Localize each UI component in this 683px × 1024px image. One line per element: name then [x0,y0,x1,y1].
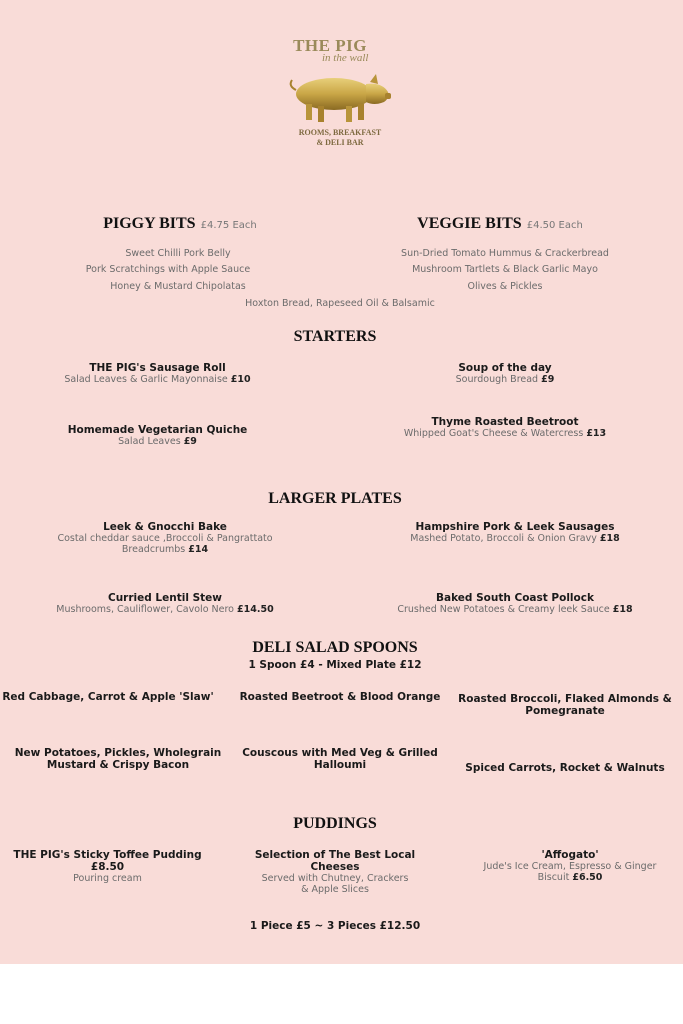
veggie-bits-price: £4.50 Each [526,220,583,231]
logo-title: THE PIG [293,36,367,55]
piggy-item: Honey & Mustard Chipolatas [110,281,246,292]
larger-desc: Mashed Potato, Broccoli & Onion Gravy [410,533,597,544]
logo-sub-2: & DELI BAR [316,138,364,147]
deli-item [232,747,448,771]
pudding-name: Selection of The Best Local [254,849,416,861]
deli-item: Roasted Beetroot & Blood Orange [239,691,441,703]
pudding-desc: Jude's Ice Cream, Espresso & Ginger [483,861,657,872]
larger-name: Curried Lentil Stew [108,592,222,604]
larger-item [10,521,320,555]
piggy-item: Sweet Chilli Pork Belly [125,248,231,259]
larger-item [355,592,675,615]
larger-name: Baked South Coast Pollock [436,592,594,604]
larger-item [355,521,675,544]
logo [270,36,410,156]
pudding-desc: & Apple Slices [301,884,369,895]
larger-price: £14.50 [237,604,274,615]
pudding-desc: Biscuit [537,872,570,883]
piggy-bits-header [60,213,300,233]
starter-price: £9 [541,374,555,385]
deli-item: Red Cabbage, Carrot & Apple 'Slaw' [2,691,214,703]
deli-item [455,693,675,717]
starter-name: Homemade Vegetarian Quiche [67,424,248,436]
pudding-name: Cheeses [310,861,360,873]
larger-name: Hampshire Pork & Leek Sausages [415,521,615,533]
veggie-bits-header [380,213,620,233]
pig-icon [284,68,396,126]
pudding-name: THE PIG's Sticky Toffee Pudding [13,849,202,861]
deli-item [10,747,226,771]
deli-heading: DELI SALAD SPOONS [252,639,418,656]
starter-item [360,416,650,439]
starter-price: £9 [183,436,197,447]
starter-name: Soup of the day [458,362,552,374]
starter-item [10,362,305,385]
larger-price: £14 [188,544,209,555]
veggie-item: Sun-Dried Tomato Hummus & Crackerbread [401,248,609,259]
larger-desc: Costal cheddar sauce ,Broccoli & Pangrattato [57,533,273,544]
puddings-heading: PUDDINGS [293,815,377,832]
pudding-pricing: 1 Piece £5 ~ 3 Pieces £12.50 [249,920,421,932]
larger-desc: Crushed New Potatoes & Creamy leek Sauce [397,604,610,615]
starter-item [10,424,305,447]
pudding-item [0,849,215,884]
pudding-item [230,849,440,895]
pudding-desc: Pouring cream [73,873,142,884]
shared-bit: Hoxton Bread, Rapeseed Oil & Balsamic [245,298,435,309]
starter-item [360,362,650,385]
starter-name: Thyme Roasted Beetroot [431,416,579,428]
pudding-price: £8.50 [90,861,125,873]
larger-price: £18 [599,533,620,544]
piggy-bits-price: £4.75 Each [200,220,257,231]
pudding-item [465,849,675,883]
starter-price: £10 [230,374,251,385]
piggy-bits-title: PIGGY BITS [103,215,196,232]
larger-name: Leek & Gnocchi Bake [103,521,227,533]
pudding-name: 'Affogato' [541,849,599,861]
veggie-item: Olives & Pickles [467,281,543,292]
larger-plates-heading: LARGER PLATES [268,490,402,507]
piggy-item: Pork Scratchings with Apple Sauce [85,264,251,275]
starter-name: THE PIG's Sausage Roll [89,362,226,374]
starters-heading: STARTERS [293,328,377,345]
deli-pricing: 1 Spoon £4 - Mixed Plate £12 [248,659,422,671]
deli-item-line: Pomegranate [525,705,605,717]
deli-item: Spiced Carrots, Rocket & Walnuts [465,762,665,774]
veggie-bits-title: VEGGIE BITS [417,215,522,232]
starter-desc: Salad Leaves [118,436,181,447]
deli-item-line: New Potatoes, Pickles, Wholegrain [14,747,222,759]
veggie-item: Mushroom Tartlets & Black Garlic Mayo [412,264,598,275]
deli-item-line: Halloumi [313,759,367,771]
starter-desc: Sourdough Bread [455,374,539,385]
logo-sub-1: ROOMS, BREAKFAST [298,128,382,137]
pudding-desc: Served with Chutney, Crackers [261,873,409,884]
starter-price: £13 [586,428,607,439]
logo-script: in the wall [322,52,369,64]
pudding-price: £6.50 [572,872,603,883]
larger-item [10,592,320,615]
deli-item-line: Couscous with Med Veg & Grilled [242,747,438,759]
larger-price: £18 [612,604,633,615]
starter-desc: Salad Leaves & Garlic Mayonnaise [64,374,228,385]
deli-item-line: Mustard & Crispy Bacon [46,759,190,771]
starter-desc: Whipped Goat's Cheese & Watercress [403,428,584,439]
larger-desc: Mushrooms, Cauliflower, Cavolo Nero [56,604,234,615]
larger-desc-2: Breadcrumbs [121,544,186,555]
deli-item-line: Roasted Broccoli, Flaked Almonds & [458,693,672,705]
